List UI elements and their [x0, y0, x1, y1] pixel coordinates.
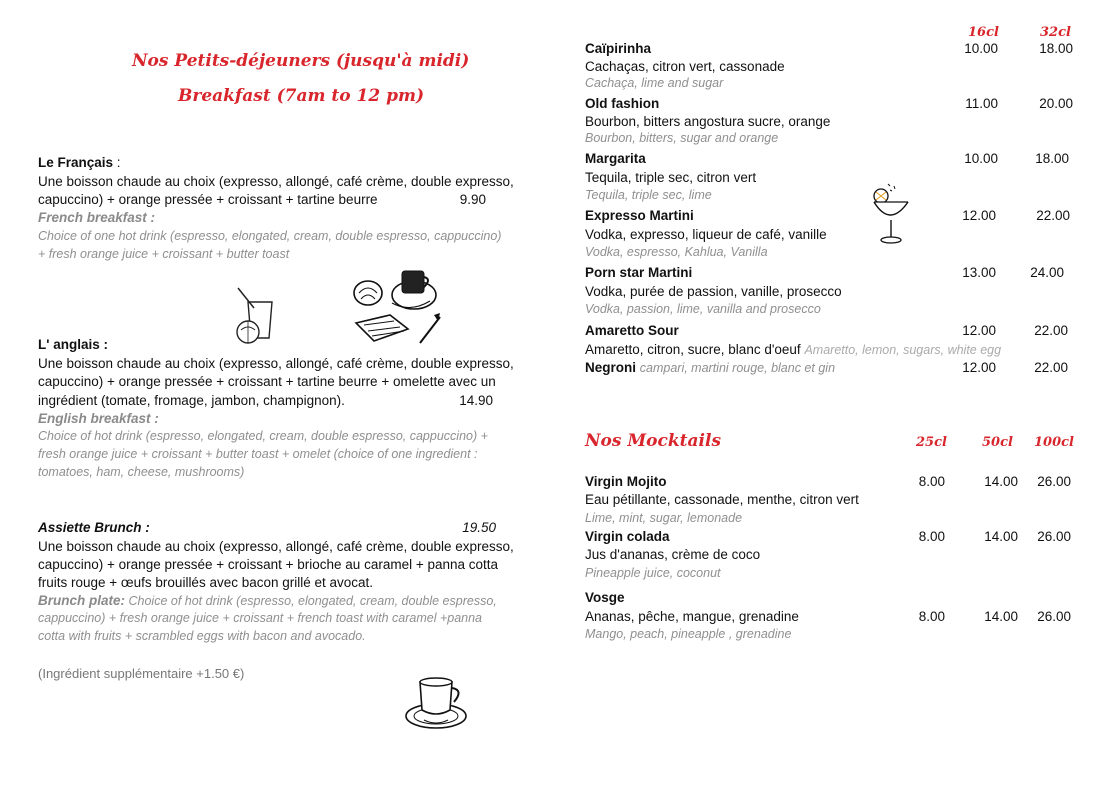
- cocktail-desc-fr: Vodka, expresso, liqueur de café, vanille: [585, 227, 827, 242]
- mocktail-price-25cl: 8.00: [918, 529, 945, 544]
- mocktails-title: Nos Mocktails: [585, 431, 722, 451]
- cocktail-price-32cl: 20.00: [1039, 96, 1073, 111]
- brunch-en-line3: cotta with fruits + scrambled eggs with bacon and avocado.: [38, 629, 366, 643]
- mocktail-name: Virgin Mojito: [585, 474, 667, 489]
- anglais-en-line1: Choice of hot drink (espresso, elongated, cream, double espresso, cappuccino) +: [38, 429, 488, 443]
- francais-desc-line1: Une boisson chaude au choix (expresso, allongé, café crème, double expresso,: [38, 174, 514, 189]
- cocktail-desc-en: Tequila, triple sec, lime: [585, 188, 712, 202]
- cocktail-price-16cl: 12.00: [962, 323, 996, 338]
- mocktails-col1-header: 25cl: [916, 435, 947, 450]
- cocktail-price-32cl: 24.00: [1030, 265, 1064, 280]
- francais-name: Le Français: [38, 155, 114, 170]
- francais-name-suffix: :: [113, 155, 121, 170]
- francais-desc-line2: capuccino) + orange pressée + croissant + tartine beurre: [38, 192, 378, 207]
- cocktail-price-16cl: 11.00: [965, 96, 998, 111]
- cocktail-desc-en: Amaretto, lemon, sugars, white egg: [804, 343, 1002, 357]
- coffee-cup-illustration: [404, 674, 472, 732]
- brunch-en-line1: Choice of hot drink (espresso, elongated, cream, double espresso,: [125, 594, 497, 608]
- cocktail-name: Old fashion: [585, 96, 660, 111]
- brunch-desc-line3: fruits rouge + œufs brouillés avec bacon grillé et avocat.: [38, 575, 374, 590]
- anglais-desc-line2: capuccino) + orange pressée + croissant + tartine beurre + omelette avec un: [38, 374, 496, 389]
- breakfast-title-en: Breakfast (7am to 12 pm): [178, 86, 425, 106]
- anglais-desc-line1: Une boisson chaude au choix (expresso, allongé, café crème, double expresso,: [38, 356, 514, 371]
- cocktail-price-16cl: 12.00: [962, 208, 996, 223]
- mocktail-desc-fr: Ananas, pêche, mangue, grenadine: [585, 609, 799, 624]
- mocktail-name: Virgin colada: [585, 529, 670, 544]
- cocktail-name: Negroni: [585, 360, 637, 375]
- cocktail-desc-en: Cachaça, lime and sugar: [585, 76, 724, 90]
- cocktail-name: Amaretto Sour: [585, 323, 679, 338]
- cocktails-col1-header: 16cl: [968, 25, 999, 40]
- mocktail-desc-en: Mango, peach, pineapple , grenadine: [585, 627, 792, 641]
- mocktail-desc-en: Lime, mint, sugar, lemonade: [585, 511, 743, 525]
- supplement-note: (Ingrédient supplémentaire +1.50 €): [38, 666, 245, 681]
- anglais-en-title: English breakfast :: [38, 411, 159, 426]
- cocktail-desc-line: [585, 342, 1001, 357]
- brunch-name: Assiette Brunch :: [38, 520, 150, 535]
- croissant-breakfast-illustration: [350, 263, 442, 351]
- orange-juice-illustration: [232, 286, 280, 348]
- cocktail-price-32cl: 22.00: [1034, 360, 1068, 375]
- cocktail-price-32cl: 22.00: [1036, 208, 1070, 223]
- francais-en-line2: + fresh orange juice + croissant + butter toast: [38, 247, 290, 261]
- francais-heading: [38, 155, 121, 170]
- breakfast-title-fr: Nos Petits-déjeuners (jusqu'à midi): [132, 51, 470, 71]
- brunch-desc-line1: Une boisson chaude au choix (expresso, allongé, café crème, double expresso,: [38, 539, 514, 554]
- cocktail-price-16cl: 13.00: [962, 265, 996, 280]
- mocktail-price-50cl: 14.00: [984, 529, 1018, 544]
- mocktail-desc-fr: Jus d'ananas, crème de coco: [585, 547, 761, 562]
- cocktail-desc-en: Vodka, espresso, Kahlua, Vanilla: [585, 245, 768, 259]
- mocktail-desc-fr: Eau pétillante, cassonade, menthe, citron vert: [585, 492, 859, 507]
- cocktail-name: Porn star Martini: [585, 265, 693, 280]
- francais-en-line1: Choice of one hot drink (espresso, elongated, cream, double espresso, cappuccino): [38, 229, 502, 243]
- cocktail-desc-fr: Tequila, triple sec, citron vert: [585, 170, 757, 185]
- cocktail-desc-en: Vodka, passion, lime, vanilla and prosecco: [585, 302, 821, 316]
- cocktail-desc-fr: Cachaças, citron vert, cassonade: [585, 59, 785, 74]
- anglais-en-line2: fresh orange juice + croissant + butter toast + omelet (choice of one ingredient :: [38, 447, 478, 461]
- anglais-name: L' anglais :: [38, 337, 108, 352]
- cocktails-col2-header: 32cl: [1040, 25, 1071, 40]
- cocktail-name: Expresso Martini: [585, 208, 694, 223]
- anglais-en-line3: tomatoes, ham, cheese, mushrooms): [38, 465, 245, 479]
- cocktail-desc-fr: Amaretto, citron, sucre, blanc d'oeuf: [585, 342, 801, 357]
- cocktail-desc-fr: Vodka, purée de passion, vanille, prosecco: [585, 284, 842, 299]
- cocktail-name: Margarita: [585, 151, 646, 166]
- mocktails-col2-header: 50cl: [982, 435, 1013, 450]
- mocktail-price-50cl: 14.00: [984, 609, 1018, 624]
- mocktail-price-25cl: 8.00: [918, 474, 945, 489]
- cocktail-price-16cl: 12.00: [962, 360, 996, 375]
- mocktails-col3-header: 100cl: [1034, 435, 1074, 450]
- brunch-price: 19.50: [462, 520, 496, 535]
- brunch-desc-line2: capuccino) + orange pressée + croissant + brioche au caramel + panna cotta: [38, 557, 499, 572]
- cocktail-price-16cl: 10.00: [964, 41, 998, 56]
- cocktail-desc-en: Bourbon, bitters, sugar and orange: [585, 131, 779, 145]
- brunch-en-line2: cappuccino) + fresh orange juice + croissant + french toast with caramel +panna: [38, 611, 483, 625]
- cocktail-name: Caïpirinha: [585, 41, 652, 56]
- mocktail-price-100cl: 26.00: [1037, 529, 1071, 544]
- cocktail-desc-fr: Bourbon, bitters angostura sucre, orange: [585, 114, 831, 129]
- brunch-en-title: Brunch plate:: [38, 593, 126, 608]
- cocktail-price-32cl: 18.00: [1039, 41, 1073, 56]
- mocktail-price-100cl: 26.00: [1037, 474, 1071, 489]
- cocktail-glass-illustration: [868, 180, 914, 246]
- anglais-desc-line3: ingrédient (tomate, fromage, jambon, champignon).: [38, 393, 345, 408]
- cocktail-price-32cl: 22.00: [1034, 323, 1068, 338]
- anglais-price: 14.90: [459, 393, 493, 408]
- mocktail-name: Vosge: [585, 590, 625, 605]
- mocktail-price-50cl: 14.00: [984, 474, 1018, 489]
- francais-price: 9.90: [459, 192, 486, 207]
- mocktail-price-100cl: 26.00: [1037, 609, 1071, 624]
- cocktail-price-32cl: 18.00: [1035, 151, 1069, 166]
- cocktail-desc-en: campari, martini rouge, blanc et gin: [639, 361, 836, 375]
- cocktail-price-16cl: 10.00: [964, 151, 998, 166]
- mocktail-desc-en: Pineapple juice, coconut: [585, 566, 721, 580]
- francais-en-title: French breakfast :: [38, 210, 156, 225]
- mocktail-price-25cl: 8.00: [918, 609, 945, 624]
- brunch-en-line1-wrap: [38, 593, 497, 608]
- cocktail-negroni-line: [585, 360, 835, 375]
